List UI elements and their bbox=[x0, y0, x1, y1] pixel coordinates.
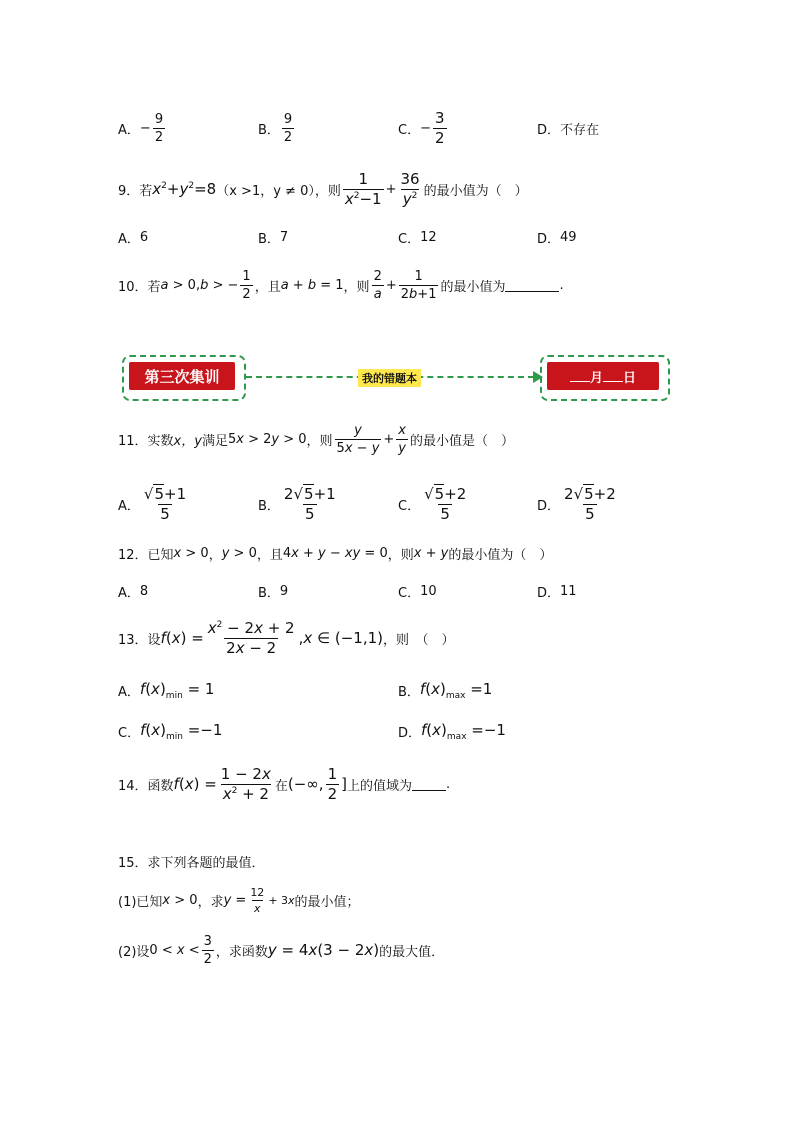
q14-interval: (−∞, bbox=[287, 775, 324, 793]
q8-option-c: C． − $\frac{3}{2}$ bbox=[398, 108, 445, 147]
q10-condition: a > 0,b > − bbox=[160, 277, 239, 293]
answer-blank bbox=[412, 778, 446, 791]
fraction: $\frac{2√5+2}{5}$ bbox=[564, 484, 616, 523]
q10-sum: a + b = 1 bbox=[280, 277, 344, 293]
question-15-part-2: (2)设 0 < x < $\frac{3}{2}$ ，求函数 y = 4x(3 − 2x) 的最大值． bbox=[118, 933, 445, 967]
fraction: $\frac{√5+2}{5}$ bbox=[424, 484, 467, 523]
banner-right-date: 月 日 bbox=[547, 362, 659, 390]
q13-option-a: A． $f(x)_{min} = 1$ bbox=[118, 680, 215, 701]
q13-option-b: B． $f(x)_{max} =1$ bbox=[398, 680, 493, 701]
q15-cond-2: 0 < x < bbox=[149, 942, 200, 958]
q15-func-1: y = bbox=[223, 892, 247, 908]
q12-cond-y: y > 0 bbox=[221, 546, 257, 561]
fraction: $\frac{3}{2}$ bbox=[434, 108, 445, 147]
q9-option-d: D． 49 bbox=[537, 230, 577, 247]
question-9: 9．若 $x^2+y^2=8$ （x >1，y ≠ 0），则 $\frac{1}{x^2-1}$ + $\frac{36}{y^2}$ 的最小值为（ ） bbox=[118, 169, 528, 208]
q9-option-b: B． 7 bbox=[258, 230, 289, 247]
fraction: $\frac{2√5+1}{5}$ bbox=[283, 484, 336, 523]
q9-option-a: A． 6 bbox=[118, 230, 149, 247]
q11-option-a: A． $\frac{√5+1}{5}$ bbox=[118, 484, 187, 523]
q12-equation: 4x + y − xy = 0 bbox=[282, 546, 388, 561]
banner-middle-label: 我的错题本 bbox=[358, 369, 421, 387]
fraction: $\frac{x}{y}$ bbox=[398, 422, 406, 456]
question-11: 11．实数 x，y 满足 5x > 2y > 0 ，则 $\frac{y}{5x - y}$ + $\frac{x}{y}$ 的最小值是（ ） bbox=[118, 422, 515, 456]
answer-blank bbox=[505, 279, 559, 292]
q11-option-c: C． $\frac{√5+2}{5}$ bbox=[398, 484, 467, 523]
question-10: 10．若 a > 0,b > − $\frac{1}{2}$ ，且 a + b = 1 ，则 $\frac{2}{a}$ + $\frac{1}{2b+1}$ 的最小值为 . bbox=[118, 268, 564, 302]
q8-option-b: B． $\frac{9}{2}$ bbox=[258, 111, 293, 145]
q9-equation: $x^2+y^2=8$ bbox=[152, 180, 217, 198]
fraction: $\frac{9}{2}$ bbox=[154, 111, 164, 145]
fraction: $\frac{1}{2}$ bbox=[327, 764, 338, 803]
q12-option-c: C． 10 bbox=[398, 584, 437, 601]
q13-function: f(x) = bbox=[160, 629, 204, 647]
q12-target: x + y bbox=[413, 546, 449, 561]
q15-cond-1: x > 0 bbox=[162, 892, 198, 908]
fraction: $\frac{36}{y^2}$ bbox=[400, 169, 420, 208]
q12-option-b: B． 9 bbox=[258, 584, 289, 601]
fraction: $\frac{1}{x^2-1}$ bbox=[344, 169, 382, 208]
q12-option-a: A． 8 bbox=[118, 584, 149, 601]
fraction: $\frac{x^2 - 2x + 2}{2x - 2}$ bbox=[207, 618, 295, 657]
q11-option-b: B． $\frac{2√5+1}{5}$ bbox=[258, 484, 336, 523]
banner-left-title: 第三次集训 bbox=[129, 362, 235, 390]
question-12: 12．已知 x > 0 ， y > 0 ，且 4x + y − xy = 0 ，则 x + y 的最小值为（ ） bbox=[118, 546, 553, 563]
question-14: 14．函数 f(x) = $\frac{1 - 2x}{x^2 + 2}$ 在 (−∞, $\frac{1}{2}$ ] 上的值域为 . bbox=[118, 764, 451, 803]
q13-option-d: D． $f(x)_{max} =-1$ bbox=[398, 721, 506, 742]
question-13: 13．设 f(x) = $\frac{x^2 - 2x + 2}{2x - 2}$ ,x ∈ (−1,1) ，则 （ ） bbox=[118, 618, 455, 657]
fraction: $\frac{3}{2}$ bbox=[203, 933, 212, 967]
fraction: $\frac{y}{5x - y}$ bbox=[336, 422, 380, 456]
fraction: $\frac{√5+1}{5}$ bbox=[143, 484, 187, 523]
fraction: $\frac{1}{2b+1}$ bbox=[400, 268, 437, 302]
q11-option-d: D． $\frac{2√5+2}{5}$ bbox=[537, 484, 616, 523]
q8-option-d: D． 不存在 bbox=[537, 122, 600, 138]
q14-function: f(x) = bbox=[173, 775, 217, 793]
q13-domain: ,x ∈ (−1,1) bbox=[298, 629, 384, 647]
question-15-part-1: (1)已知 x > 0 ，求 y = $\frac{12}{x}$ + 3x 的最小值； bbox=[118, 885, 360, 915]
q11-inequality: 5x > 2y > 0 bbox=[227, 431, 307, 447]
fraction: $\frac{12}{x}$ bbox=[250, 885, 265, 915]
question-15-title: 15．求下列各题的最值． bbox=[118, 856, 265, 871]
q12-cond-x: x > 0 bbox=[173, 546, 209, 561]
q13-option-c: C． $f(x)_{min} =-1$ bbox=[118, 721, 223, 742]
fraction: $\frac{2}{a}$ bbox=[373, 268, 382, 302]
q15-func-2: y = 4x(3 − 2x) bbox=[267, 941, 380, 959]
q9-option-c: C． 12 bbox=[398, 230, 437, 247]
fraction: $\frac{1}{2}$ bbox=[242, 268, 251, 302]
q12-option-d: D． 11 bbox=[537, 584, 577, 601]
fraction: $\frac{1 - 2x}{x^2 + 2}$ bbox=[220, 764, 271, 803]
fraction: $\frac{9}{2}$ bbox=[283, 111, 293, 145]
q8-option-a: A． − $\frac{9}{2}$ bbox=[118, 111, 164, 145]
